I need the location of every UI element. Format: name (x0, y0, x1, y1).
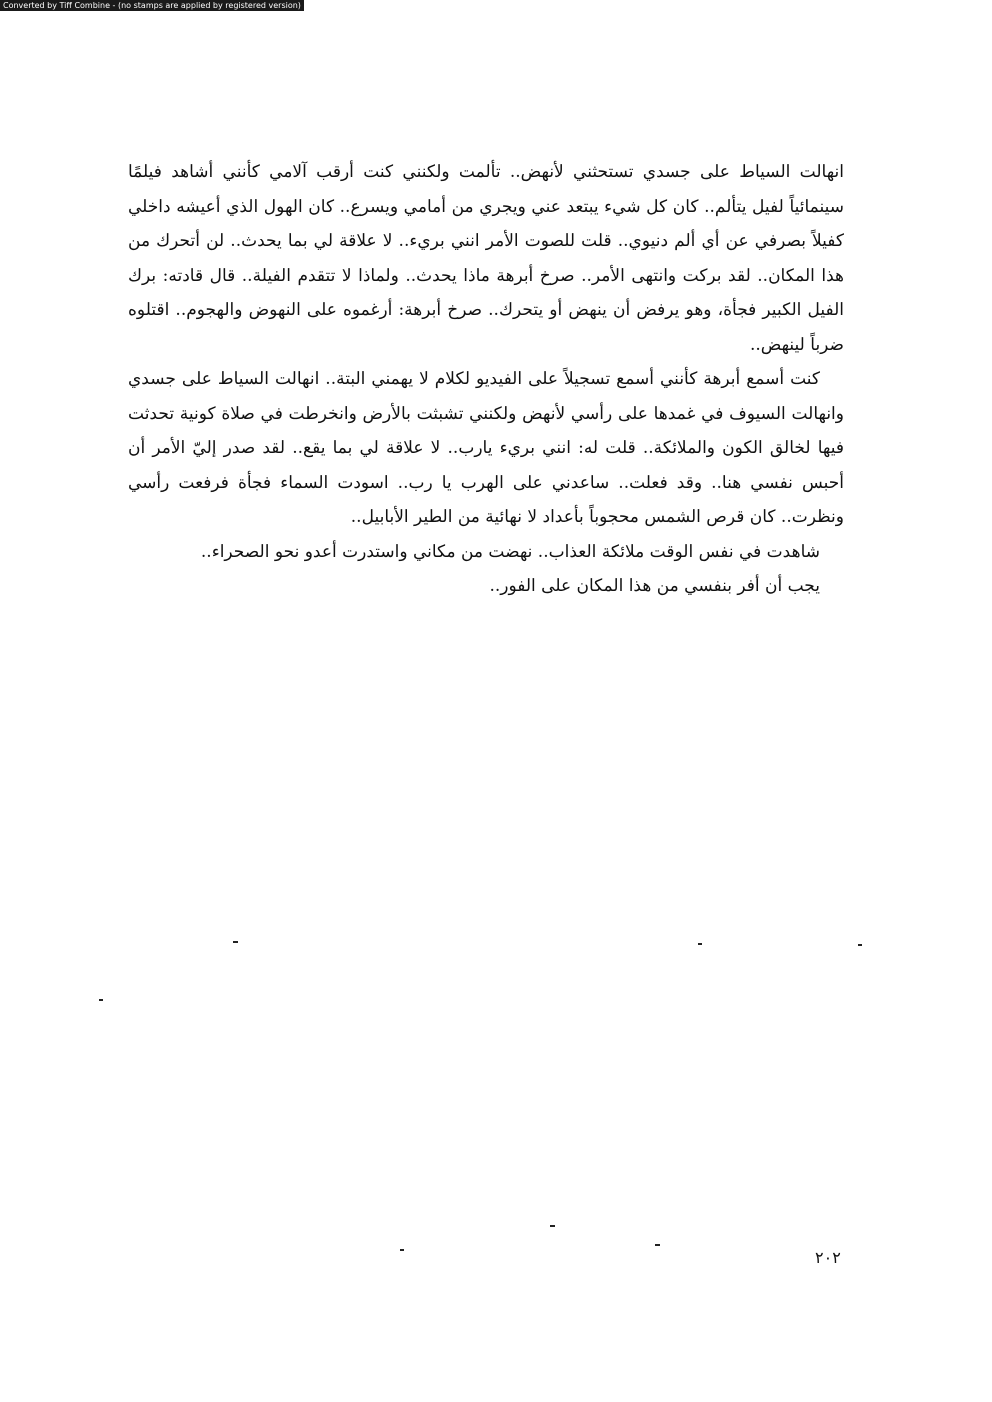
conversion-watermark: Converted by Tiff Combine - (no stamps are applied by registered version) (0, 0, 304, 11)
paragraph: كنت أسمع أبرهة كأنني أسمع تسجيلاً على الفيديو لكلام لا يهمني البتة.. انهالت السياط على جسدي وانهالت السيوف في غمدها على رأسي لأنهض ولكنني تشبثت بالأرض وانخرطت في صلاة كونية تحدثت فيها لخالق الكون والملائكة.. قلت له: انني بريء يارب.. لا علاقة لي بما يقع.. لقد صدر إليّ الأمر أن أحبس نفسي هنا.. وقد فعلت.. ساعدني على الهرب يا رب.. اسودت السماء فجأة فرفعت رأسي ونظرت.. كان قرص الشمس محجوباً بأعداد لا نهائية من الطير الأبابيل.. (128, 369, 844, 527)
scan-speck (99, 999, 103, 1001)
paragraph: شاهدت في نفس الوقت ملائكة العذاب.. نهضت من مكاني واستدرت أعدو نحو الصحراء.. (200, 541, 820, 562)
scan-speck (858, 944, 862, 946)
scan-speck (233, 941, 238, 943)
scan-speck (655, 1244, 660, 1246)
scan-speck (400, 1249, 404, 1251)
paragraph: انهالت السياط على جسدي تستحثني لأنهض.. تألمت ولكنني كنت أرقب آلامي كأنني أشاهد فيلمًا سينمائياً لفيل يتألم.. كان كل شيء يبتعد عني ويجري من أمامي ويسرع.. كان الهول الذي أعيشه داخلي كفيلاً بصرفي عن أي ألم دنيوي.. قلت للصوت الأمر انني بريء.. لا علاقة لي بما يحدث.. لن أتحرك من هذا المكان.. لقد بركت وانتهى الأمر.. صرخ أبرهة ماذا يحدث.. ولماذا لا تتقدم الفيلة.. قال قادته: برك الفيل الكبير فجأة، وهو يرفض أن ينهض أو يتحرك.. صرخ أبرهة: أرغموه على النهوض والهجوم.. اقتلوه ضرباً لينهض.. (128, 162, 844, 355)
page-number: ٢٠٢ (815, 1248, 841, 1267)
scan-speck (550, 1225, 555, 1227)
scan-speck (698, 943, 702, 945)
body-text (128, 155, 844, 604)
paragraph: يجب أن أفر بنفسي من هذا المكان على الفور.. (489, 576, 820, 596)
